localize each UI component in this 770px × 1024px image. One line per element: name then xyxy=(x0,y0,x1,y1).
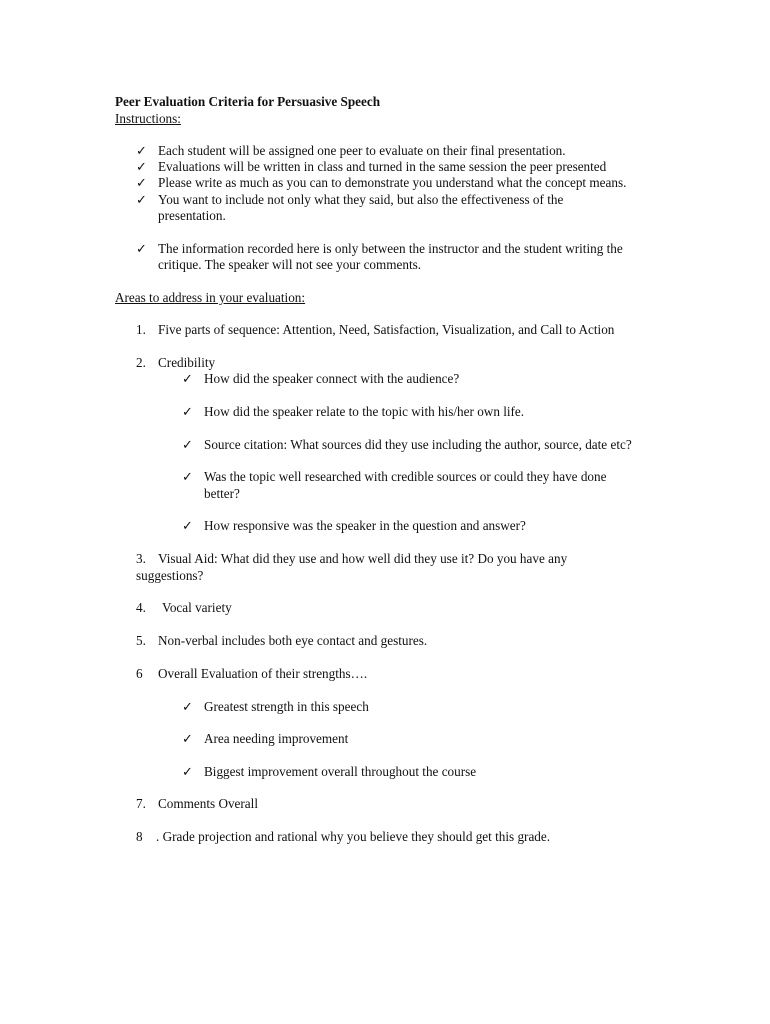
item-text-line2: suggestions? xyxy=(136,568,204,583)
areas-heading: Areas to address in your evaluation: xyxy=(115,290,306,305)
check-icon: ✓ xyxy=(136,175,148,190)
check-icon: ✓ xyxy=(182,731,194,746)
instruction-text: Please write as much as you can to demonstrate you understand what the concept means. xyxy=(158,175,627,190)
instruction-text-line1: You want to include not only what they said, but also the effectiveness of the xyxy=(158,192,564,207)
sub-item-text-line1: Was the topic well researched with credible sources or could they have done xyxy=(204,469,607,484)
item-text: Credibility xyxy=(158,355,216,370)
sub-item-text: How did the speaker relate to the topic with his/her own life. xyxy=(204,404,525,419)
item-text: Comments Overall xyxy=(158,796,258,811)
check-icon: ✓ xyxy=(182,437,194,452)
item-text: . Grade projection and rational why you believe they should get this grade. xyxy=(156,829,551,844)
check-icon: ✓ xyxy=(136,143,148,158)
item-text: Vocal variety xyxy=(162,600,232,615)
instruction-text: Each student will be assigned one peer to evaluate on their final presentation. xyxy=(158,143,566,158)
item-text: Five parts of sequence: Attention, Need, Satisfaction, Visualization, and Call to Action xyxy=(158,322,615,337)
instruction-text: Evaluations will be written in class and turned in the same session the peer presented xyxy=(158,159,607,174)
item-number: 4. xyxy=(136,600,146,615)
check-icon: ✓ xyxy=(182,404,194,419)
check-icon: ✓ xyxy=(182,699,194,714)
check-icon: ✓ xyxy=(182,518,194,533)
sub-item-text: Area needing improvement xyxy=(204,731,349,746)
instruction-text-line2: presentation. xyxy=(158,208,226,223)
item-text: Non-verbal includes both eye contact and gestures. xyxy=(158,633,428,648)
document-title: Peer Evaluation Criteria for Persuasive Speech xyxy=(115,94,381,109)
item-number: 2. xyxy=(136,355,146,370)
sub-item-text: Greatest strength in this speech xyxy=(204,699,369,714)
item-number: 1. xyxy=(136,322,146,337)
sub-item-text: Source citation: What sources did they use including the author, source, date etc? xyxy=(204,437,632,452)
item-number: 6 xyxy=(136,666,143,681)
sub-item-text: How responsive was the speaker in the question and answer? xyxy=(204,518,526,533)
instructions-heading: Instructions: xyxy=(115,111,181,126)
item-number: 8 xyxy=(136,829,143,844)
item-text-line1: Visual Aid: What did they use and how well did they use it? Do you have any xyxy=(158,551,568,566)
instruction-text-line2: critique. The speaker will not see your comments. xyxy=(158,257,422,272)
instruction-text-line1: The information recorded here is only between the instructor and the student writing the xyxy=(158,241,623,256)
check-icon: ✓ xyxy=(136,241,148,256)
check-icon: ✓ xyxy=(136,159,148,174)
item-text: Overall Evaluation of their strengths…. xyxy=(158,666,368,681)
item-number: 5. xyxy=(136,633,146,648)
sub-item-text: Biggest improvement overall throughout the course xyxy=(204,764,477,779)
check-icon: ✓ xyxy=(182,469,194,484)
check-icon: ✓ xyxy=(136,192,148,207)
check-icon: ✓ xyxy=(182,764,194,779)
item-number: 3. xyxy=(136,551,146,566)
item-number: 7. xyxy=(136,796,146,811)
sub-item-text-line2: better? xyxy=(204,486,240,501)
check-icon: ✓ xyxy=(182,371,194,386)
sub-item-text: How did the speaker connect with the audience? xyxy=(204,371,460,386)
